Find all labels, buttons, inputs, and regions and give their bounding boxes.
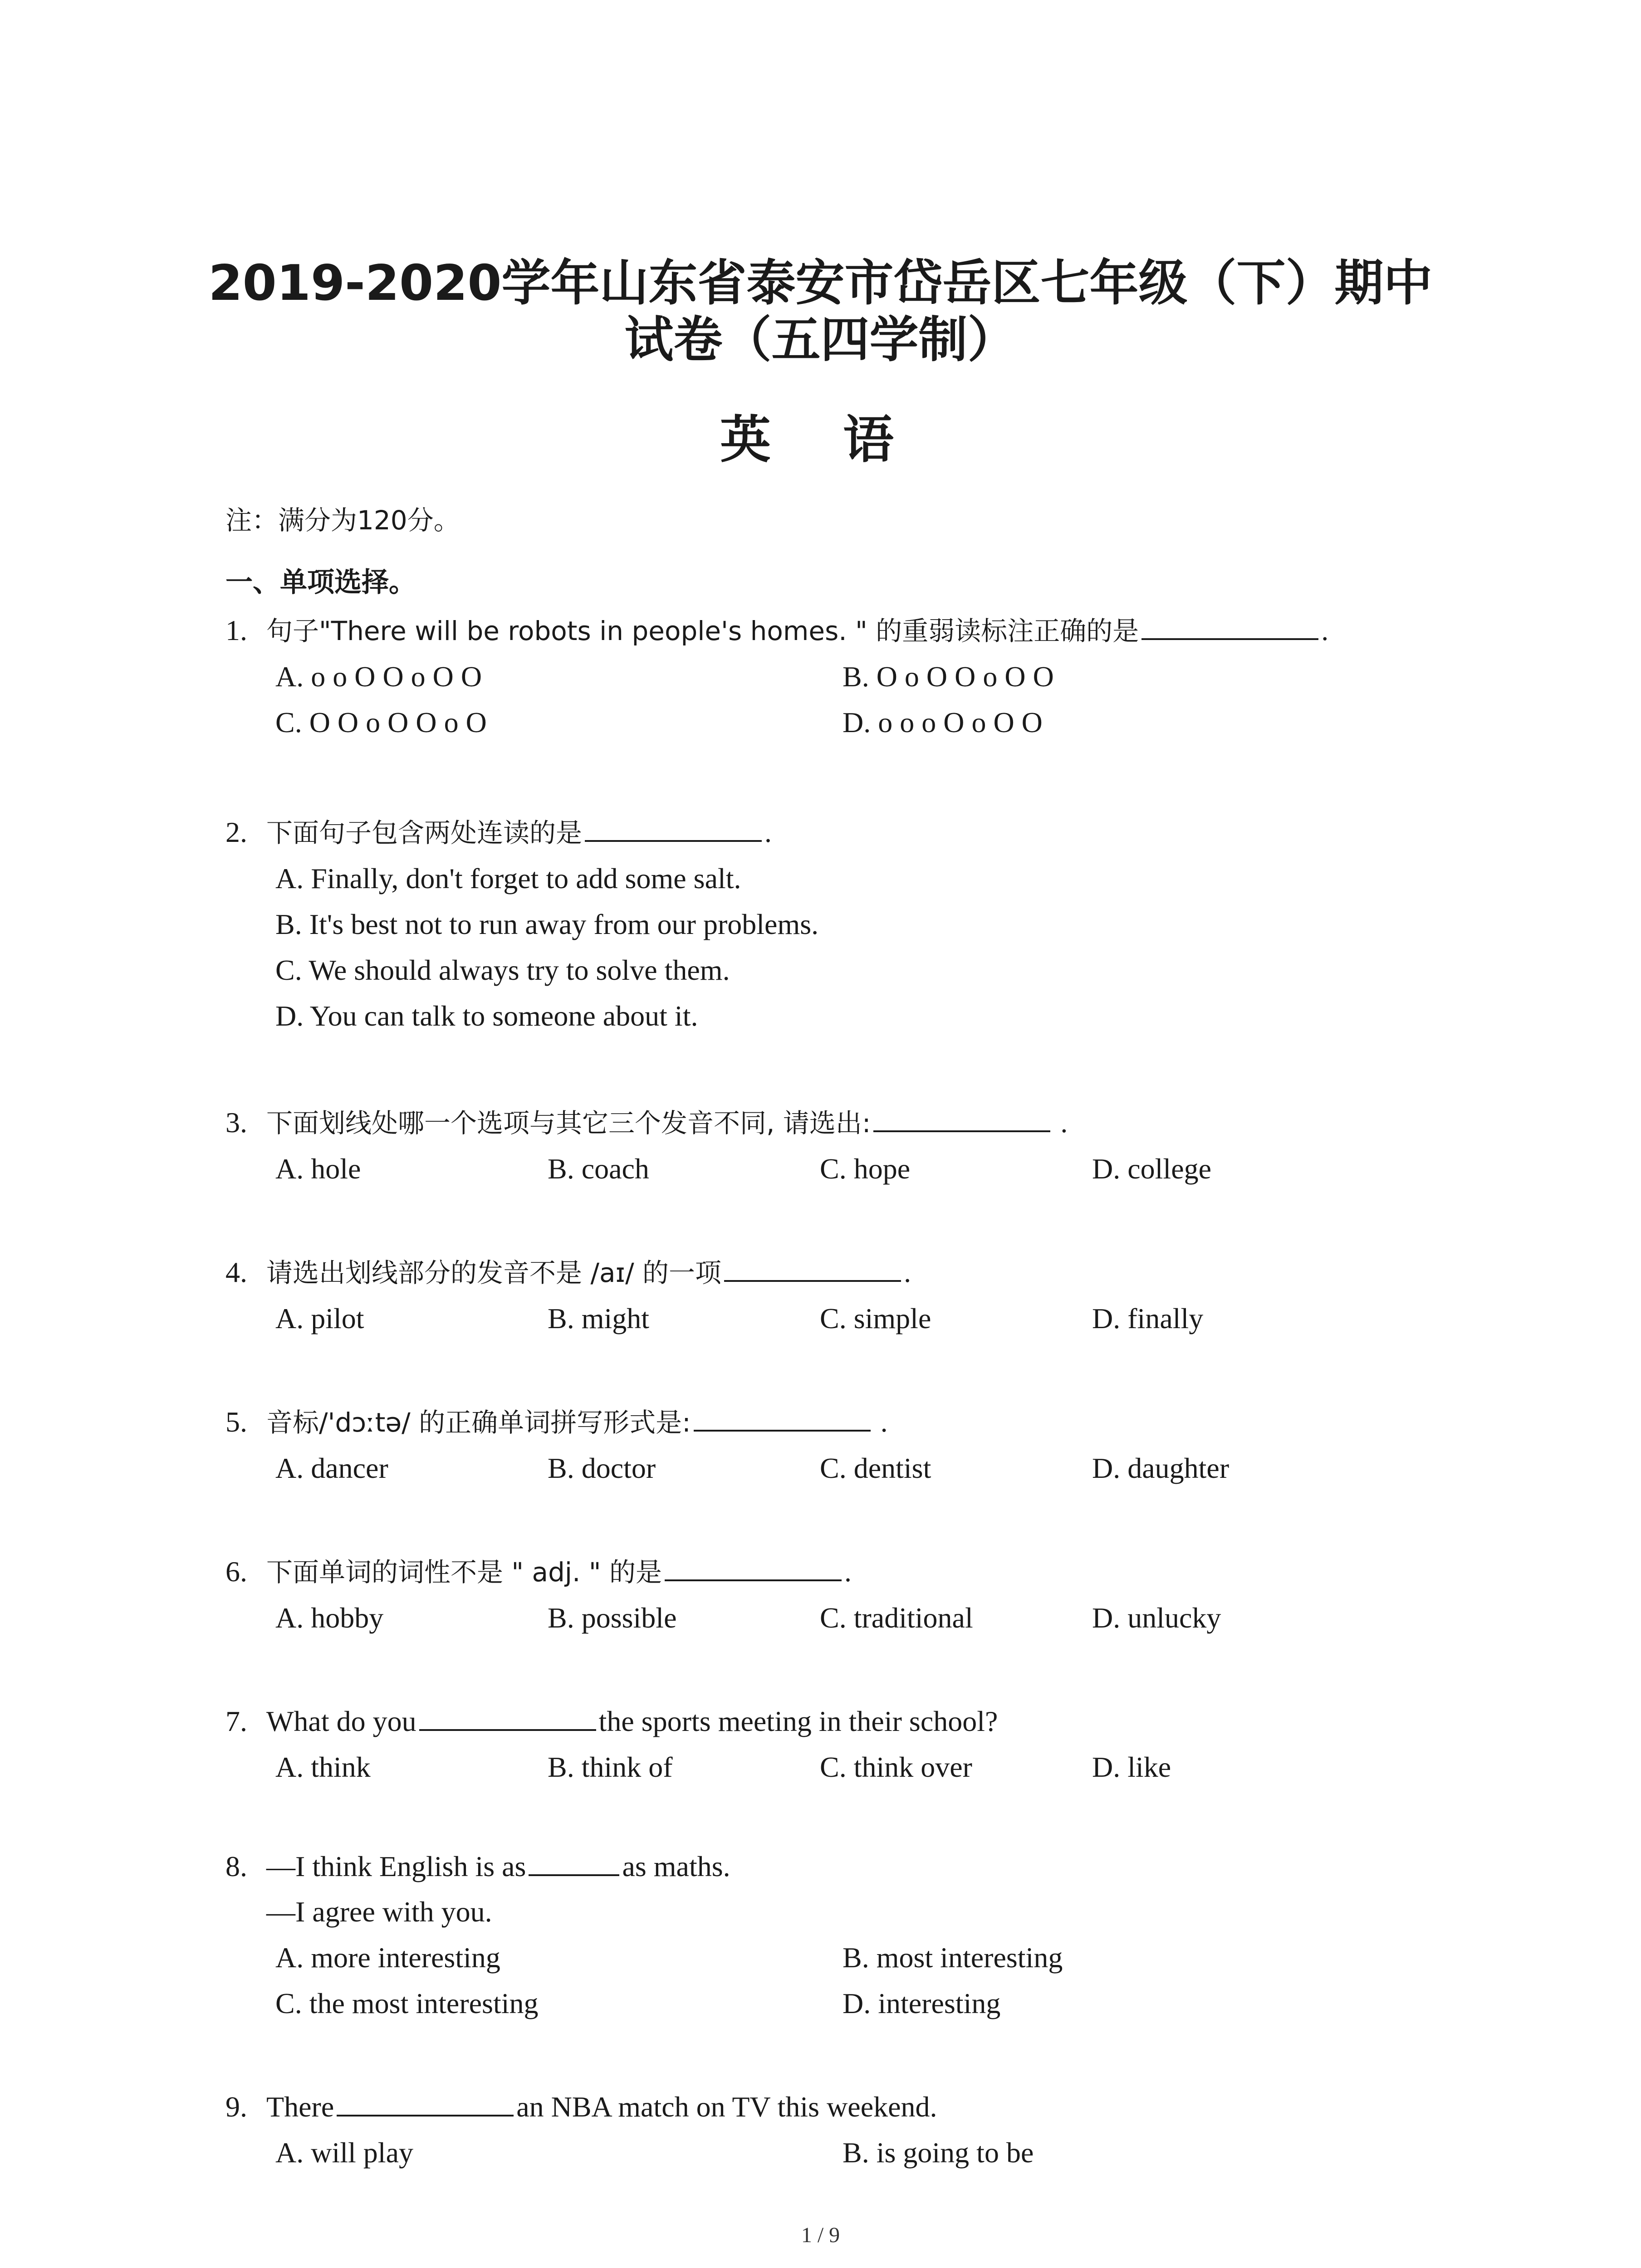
- question-stem: [225, 1699, 1450, 1744]
- option-b: B. doctor: [548, 1452, 656, 1484]
- question-text-end: .: [1321, 614, 1329, 646]
- question-text-end: .: [1053, 1106, 1068, 1139]
- question-text-end: .: [873, 1406, 888, 1438]
- question-stem: [225, 1399, 1450, 1445]
- option-c: C. the most interesting: [275, 1987, 539, 2019]
- option-list: [275, 1445, 1450, 1491]
- exam-title-line-1: 2019-2020学年山东省泰安市岱岳区七年级（下）期中: [208, 255, 1433, 312]
- question-stem: [225, 1100, 1450, 1146]
- option-b: B. possible: [548, 1602, 677, 1634]
- question-9: [225, 2084, 1450, 2175]
- answer-blank: [337, 2087, 514, 2116]
- question-number: 4.: [225, 1256, 247, 1288]
- option-d: D. unlucky: [1092, 1602, 1221, 1634]
- question-3: [225, 1100, 1450, 1192]
- option-list: [275, 1935, 1450, 2026]
- question-text: What do you: [266, 1705, 416, 1737]
- subject-heading: 英 语: [720, 411, 921, 469]
- option-a: A. o o O O o O O: [275, 660, 482, 693]
- question-stem: [225, 810, 1450, 855]
- option-c: C. traditional: [820, 1602, 973, 1634]
- option-d: D. college: [1092, 1153, 1211, 1185]
- option-b: B. is going to be: [843, 2136, 1034, 2169]
- exam-title-line-2: 试卷（五四学制）: [624, 312, 1017, 368]
- option-list: [275, 1595, 1450, 1641]
- question-text-end: .: [904, 1256, 911, 1288]
- option-c: C. hope: [820, 1153, 911, 1185]
- question-text-end: the sports meeting in their school?: [598, 1705, 998, 1737]
- option-b: B. O o O O o O O: [843, 660, 1054, 693]
- answer-blank: [724, 1253, 901, 1282]
- question-text: 下面句子包含两处连读的是: [266, 817, 583, 848]
- answer-blank: [873, 1103, 1050, 1132]
- option-d: D. finally: [1092, 1302, 1204, 1334]
- question-number: 2.: [225, 816, 247, 848]
- option-d: D. daughter: [1092, 1452, 1230, 1484]
- question-8: [225, 1844, 1450, 2026]
- answer-blank: [694, 1403, 871, 1432]
- option-c: C. O O o O O o O: [275, 706, 487, 738]
- option-c: C. simple: [820, 1302, 931, 1334]
- question-text: 句子"There will be robots in people's homes. " 的重弱读标注正确的是: [266, 616, 1139, 646]
- option-a: A. will play: [275, 2136, 413, 2169]
- question-7: [225, 1699, 1450, 1790]
- option-c: C. dentist: [820, 1452, 931, 1484]
- question-stem: [225, 1844, 1450, 1889]
- question-text: 下面划线处哪一个选项与其它三个发音不同, 请选出:: [266, 1108, 871, 1139]
- option-b: B. most interesting: [843, 1941, 1063, 1974]
- option-a: A. more interesting: [275, 1941, 500, 1974]
- option-a: A. hobby: [275, 1602, 384, 1634]
- option-d: D. interesting: [843, 1987, 1001, 2019]
- option-a: A. dancer: [275, 1452, 388, 1484]
- option-d: D. like: [1092, 1751, 1171, 1783]
- option-d: D. You can talk to someone about it.: [275, 1000, 698, 1032]
- answer-blank: [419, 1702, 596, 1731]
- option-d: D. o o o O o O O: [843, 706, 1043, 738]
- option-b: B. It's best not to run away from our problems.: [275, 908, 819, 940]
- question-text: 下面单词的词性不是 " adj. " 的是: [266, 1557, 662, 1588]
- question-stem: [225, 1549, 1450, 1595]
- question-6: [225, 1549, 1450, 1641]
- option-b: B. might: [548, 1302, 650, 1334]
- section-title: 一、单项选择。: [225, 567, 416, 598]
- question-stem: [225, 2084, 1450, 2130]
- question-text: 音标/'dɔːtə/ 的正确单词拼写形式是:: [266, 1407, 691, 1438]
- answer-blank: [585, 813, 762, 842]
- question-5: [225, 1399, 1450, 1491]
- option-b: B. think of: [548, 1751, 673, 1783]
- question-number: 7.: [225, 1705, 247, 1737]
- page-number: 1 / 9: [801, 2223, 840, 2247]
- question-number: 1.: [225, 614, 247, 646]
- score-note: 注：满分为120分。: [225, 505, 460, 536]
- question-stem: [225, 608, 1450, 654]
- question-text: —I think English is as: [266, 1850, 526, 1882]
- question-number: 9.: [225, 2091, 247, 2123]
- option-list: [275, 2130, 1450, 2175]
- question-text: 请选出划线部分的发音不是 /aɪ/ 的一项: [266, 1257, 722, 1288]
- question-text: There: [266, 2091, 334, 2123]
- answer-blank: [665, 1552, 842, 1581]
- question-text-end: as maths.: [622, 1850, 730, 1882]
- question-text-end: .: [844, 1555, 852, 1588]
- question-text-end: an NBA match on TV this weekend.: [516, 2091, 937, 2123]
- question-number: 3.: [225, 1106, 247, 1139]
- option-list: [275, 1295, 1450, 1341]
- option-a: A. think: [275, 1751, 371, 1783]
- question-4: [225, 1250, 1450, 1341]
- option-b: B. coach: [548, 1153, 649, 1185]
- question-2: [225, 810, 1450, 1039]
- option-c: C. think over: [820, 1751, 972, 1783]
- question-stem: [225, 1250, 1450, 1295]
- question-number: 6.: [225, 1555, 247, 1588]
- answer-blank: [1141, 611, 1318, 640]
- dialog-reply: —I agree with you.: [266, 1896, 492, 1928]
- option-list: [275, 1744, 1450, 1790]
- answer-blank: [529, 1847, 619, 1876]
- option-list: [275, 855, 1450, 1039]
- option-list: [275, 654, 1450, 745]
- option-list: [275, 1146, 1450, 1192]
- question-text-end: .: [764, 816, 772, 848]
- question-1: [225, 608, 1450, 745]
- option-c: C. We should always try to solve them.: [275, 954, 730, 986]
- option-a: A. hole: [275, 1153, 361, 1185]
- option-a: A. pilot: [275, 1302, 364, 1334]
- question-number: 5.: [225, 1406, 247, 1438]
- question-number: 8.: [225, 1850, 247, 1882]
- option-a: A. Finally, don't forget to add some salt.: [275, 862, 741, 894]
